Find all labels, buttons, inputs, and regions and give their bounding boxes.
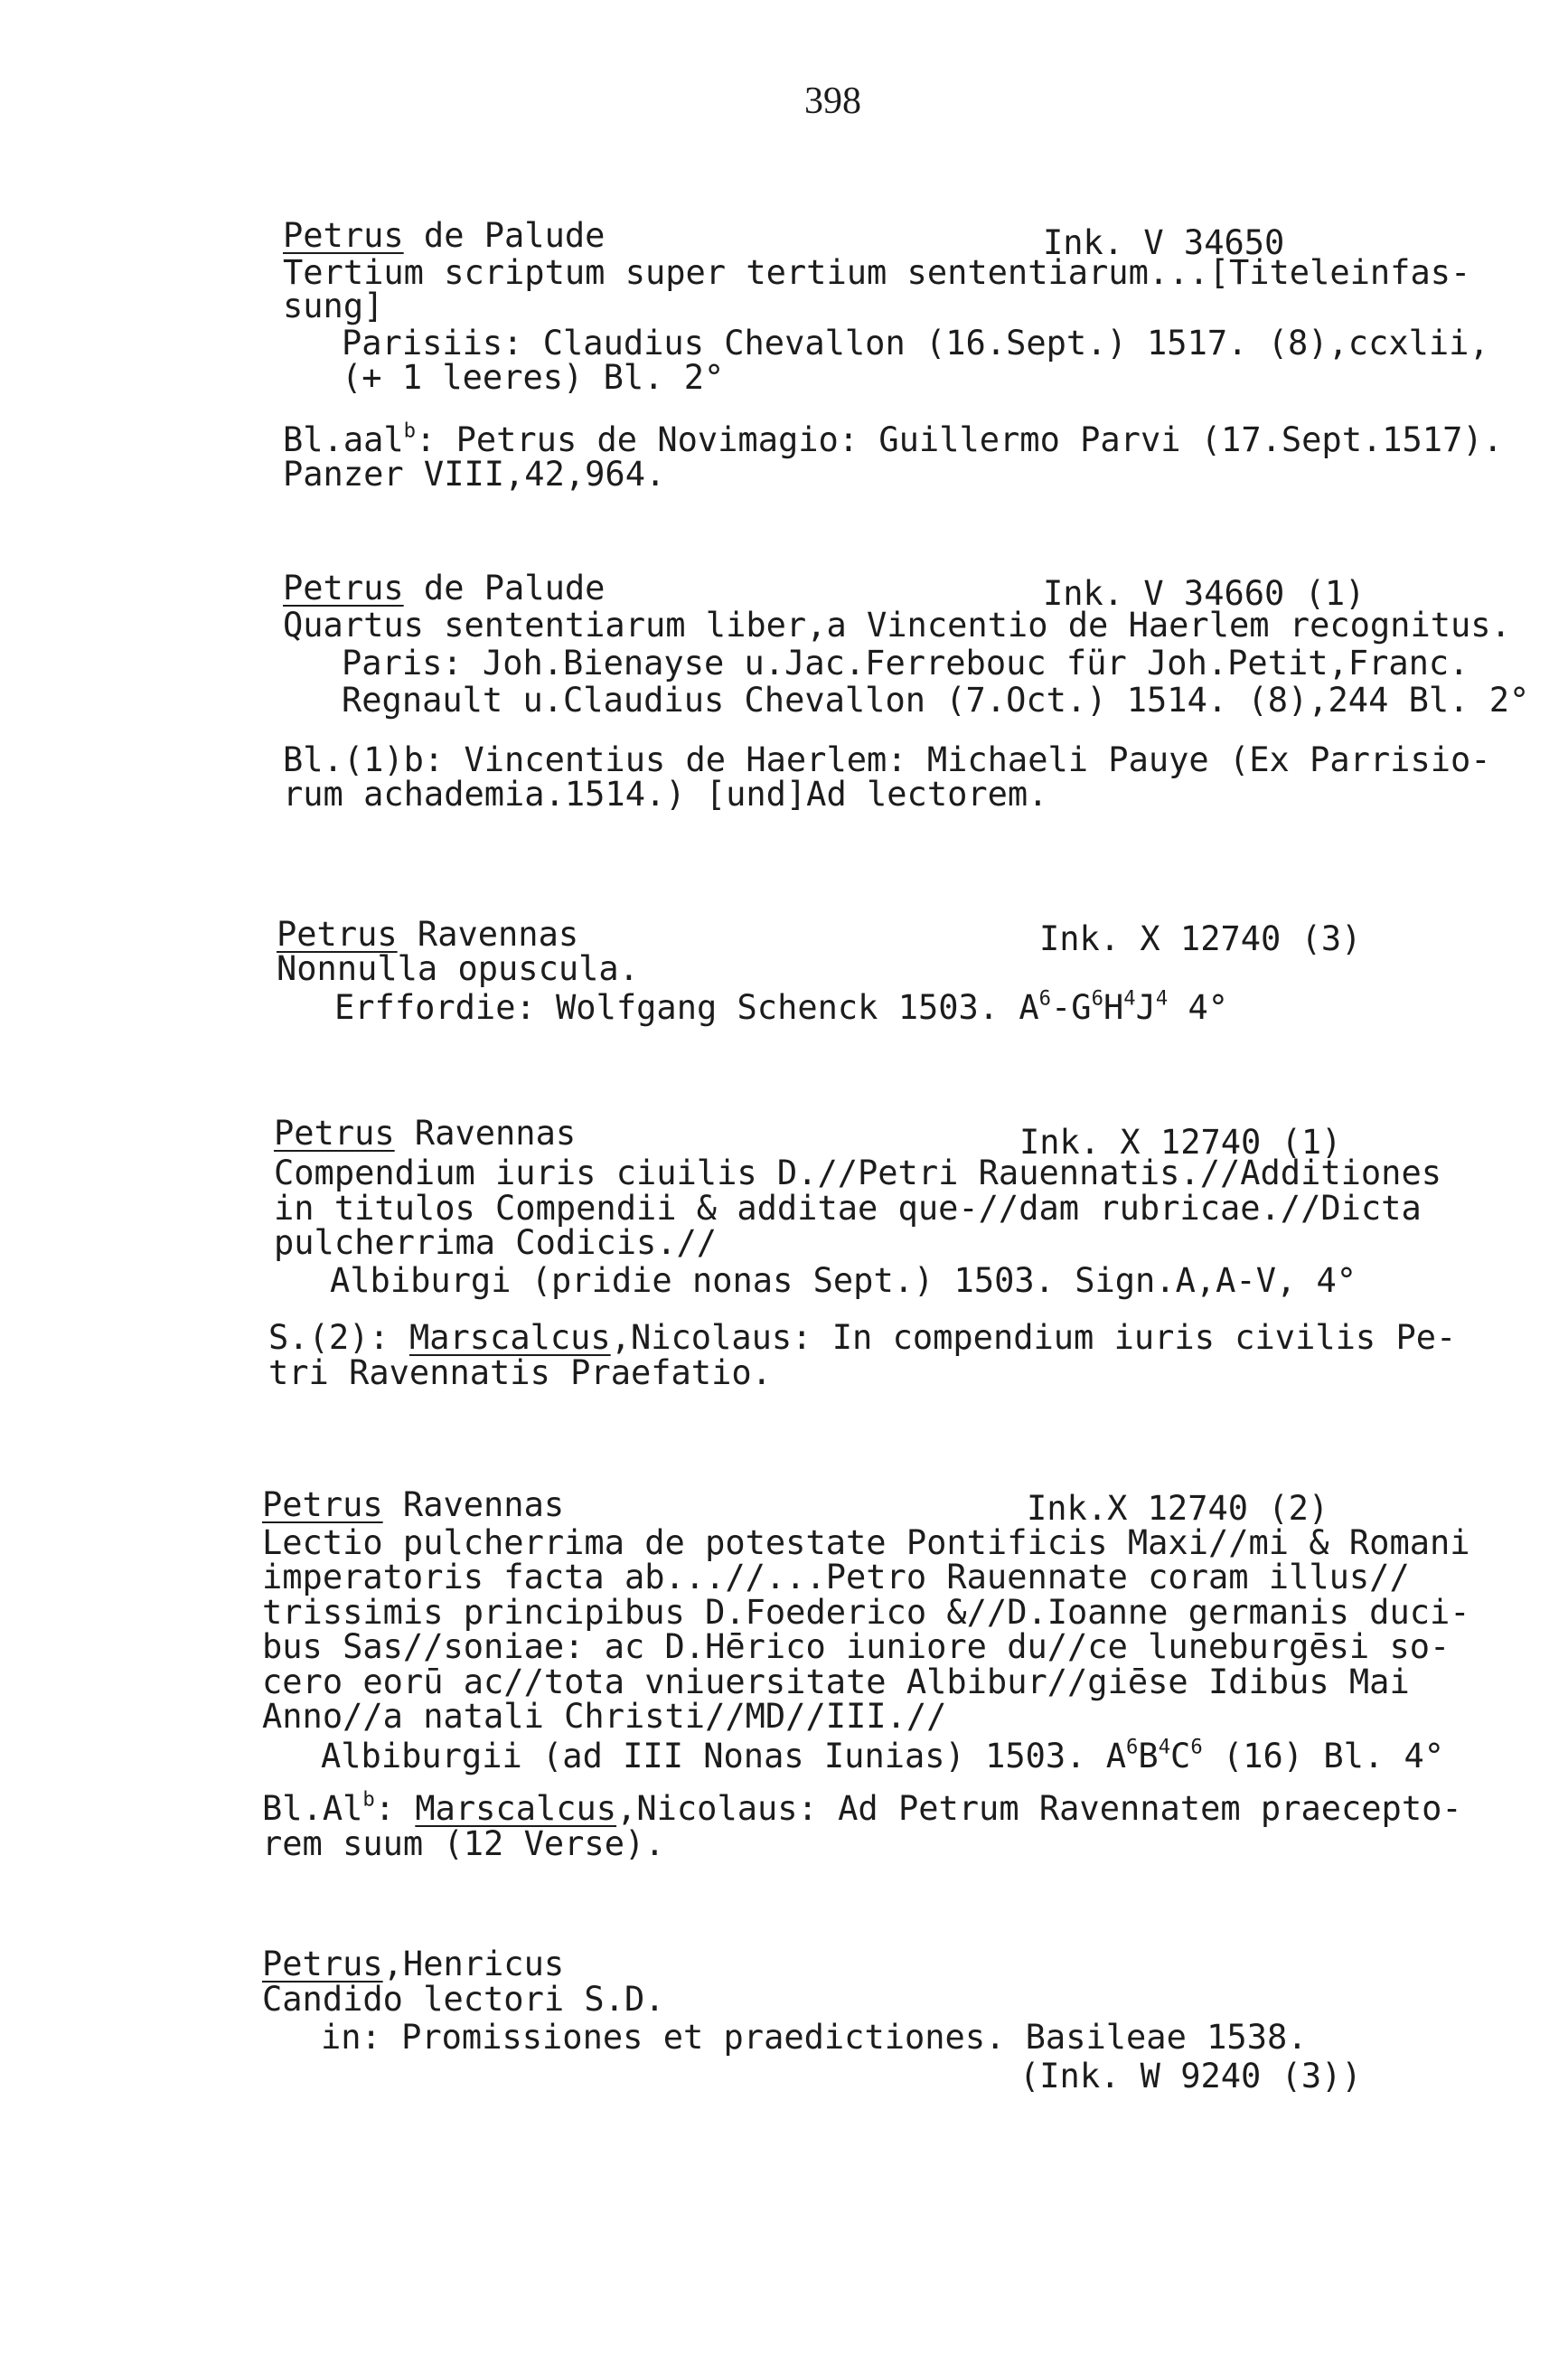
entry-heading [274,1114,577,1153]
entry-heading [262,1947,564,1981]
note-line: Bl.(1)b: Vincentius de Haerlem: Michaeli Pauye (Ex Parrisio- [283,740,1491,779]
author-name: Petrus [262,1945,383,1983]
author-rest: Ravennas [397,915,579,954]
note-line: Panzer VIII,42,964. [283,455,666,494]
page-number: 398 [804,80,861,122]
imprint-line: Paris: Joh.Bienayse u.Jac.Ferrebouc für Joh.Petit,Franc. [342,644,1469,683]
note-line: S.(2): Marscalcus,Nicolaus: In compendium iuris civilis Pe- [268,1318,1457,1357]
title-line: Compendium iuris ciuilis D.//Petri Rauennatis.//Additiones [274,1154,1442,1192]
imprint-line: Parisiis: Claudius Chevallon (16.Sept.) 1517. (8),ccxlii, [342,324,1489,363]
author-rest: de Palude [403,216,606,255]
title-line: cero eorū ac//tota vniuersitate Albibur//giēse Idibus Mai [262,1662,1410,1701]
imprint-line: in: Promissiones et praedictiones. Basileae 1538. [321,2018,1308,2057]
author-rest: Ravennas [394,1114,577,1153]
imprint-line: Erffordie: Wolfgang Schenck 1503. $A^6-G^6H^4J^4$ 4° [334,986,1229,1027]
title-line: Quartus sententiarum liber,a Vincentio de Haerlem recognitus. [283,606,1511,645]
note-line: rum achademia.1514.) [und]Ad lectorem. [283,775,1048,814]
author-name: Petrus [283,216,404,255]
entry-heading [283,216,606,255]
title-line: Nonnulla opuscula. [277,949,639,988]
imprint-line: Regnault u.Claudius Chevallon (7.Oct.) 1514. (8),244 Bl. 2° [342,681,1530,720]
imprint-line: Albiburgi (pridie nonas Sept.) 1503. Sign.A,A-V, 4° [330,1261,1357,1300]
author-rest: ,Henricus [382,1945,565,1983]
entry-heading [283,571,605,605]
title-line: Anno//a natali Christi//MD//III.// [262,1697,947,1736]
author-rest: de Palude [403,569,606,607]
entry-heading [262,1485,565,1524]
author-name: Petrus [283,569,404,607]
shelfmark: Ink. V 34660 (1) [1043,574,1366,613]
imprint-line: (+ 1 leeres) Bl. 2° [342,358,725,397]
author-name: Petrus [277,915,398,954]
author-name: Marscalcus [415,1789,617,1828]
shelfmark: Ink. X 12740 (1) [1019,1123,1342,1162]
title-line: Tertium scriptum super tertium sententiarum...[Titeleinfas- [283,253,1471,292]
shelfmark: (Ink. W 9240 (3)) [1019,2057,1362,2096]
author-name: Petrus [262,1485,383,1524]
title-line: Candido lectori S.D. [262,1980,665,2019]
title-line: Lectio pulcherrima de potestate Pontificis Maxi//mi & Romani [262,1523,1470,1562]
title-line: bus Sas//soniae: ac D.Hērico iuniore du//ce luneburgēsi so- [262,1627,1451,1666]
note-line: Bl.Al$^b$: Marscalcus,Nicolaus: Ad Petrum Ravennatem praecepto- [262,1787,1462,1828]
shelfmark: Ink. X 12740 (3) [1039,919,1362,958]
title-line: sung] [283,287,384,325]
title-line: imperatoris facta ab...//...Petro Rauennate coram illus// [262,1558,1410,1596]
shelfmark: Ink.X 12740 (2) [1027,1489,1329,1528]
author-rest: Ravennas [382,1485,565,1524]
title-line: in titulos Compendii & additae que-//dam rubricae.//Dicta [274,1189,1422,1228]
title-line: pulcherrima Codicis.// [274,1223,718,1262]
author-name: Marscalcus [408,1318,611,1357]
title-line: trissimis principibus D.Foederico &//D.Ioanne germanis duci- [262,1593,1470,1632]
author-name: Petrus [274,1114,395,1153]
note-line: tri Ravennatis Praefatio. [268,1353,772,1392]
shelfmark: Ink. V 34650 [1043,223,1285,262]
note-line: rem suum (12 Verse). [262,1824,665,1863]
imprint-line: Albiburgii (ad III Nonas Iunias) 1503. $A^6B^4C^6$ (16) Bl. 4° [321,1735,1444,1775]
note-line: Bl.aal$^b$: Petrus de Novimagio: Guillermo Parvi (17.Sept.1517). [283,419,1503,459]
entry-heading [277,915,579,954]
